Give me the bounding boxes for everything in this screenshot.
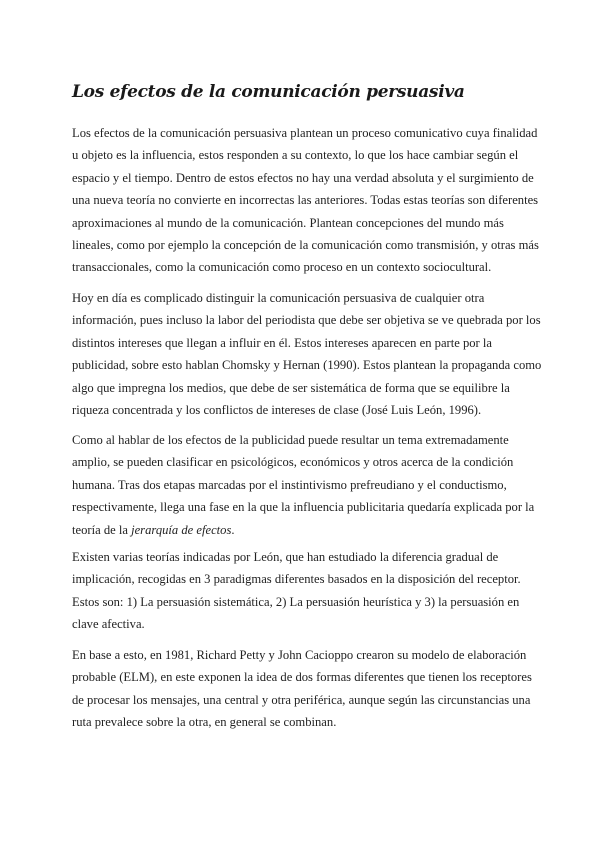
paragraph-4 <box>72 546 542 636</box>
text-line: amplio, se pueden clasificar en psicológicos, económicos y otros acerca de la condición <box>72 455 514 470</box>
text-line: ruta prevalece sobre la otra, en general se combinan. <box>72 715 337 730</box>
text-line: Hoy en día es complicado distinguir la comunicación persuasiva de cualquier otra <box>72 291 485 305</box>
text-line <box>72 519 542 541</box>
text-line: riqueza concentrada y los conflictos de intereses de clase (José Luis León, 1996). <box>72 403 482 418</box>
text-line: En base a esto, en 1981, Richard Petty y John Cacioppo crearon su modelo de elaboración <box>72 648 527 662</box>
text-line: aproximaciones al mundo de la comunicación. Plantean concepciones del mundo más <box>72 215 504 230</box>
text-line: información, pues incluso la labor del periodista que debe ser objetiva se ve quebrada por los <box>72 313 541 328</box>
text-line: Los efectos de la comunicación persuasiva plantean un proceso comunicativo cuya finalidad <box>72 126 538 140</box>
paragraph-5 <box>72 644 542 734</box>
text-line: distintos intereses que llegan a influir en él. Estos intereses aparecen en parte por la <box>72 335 492 350</box>
text-line: de procesar los mensajes, una central y otra periférica, aunque según las circunstancias una <box>72 692 531 707</box>
text-line: espacio y el tiempo. Dentro de estos efectos no hay una verdad absoluta y el surgimiento de <box>72 170 534 185</box>
text-line: humana. Tras dos etapas marcadas por el instintivismo prefreudiano y el conductismo, <box>72 477 507 492</box>
text-line: publicidad, sobre esto hablan Chomsky y Hernan (1990). Estos plantean la propaganda como <box>72 358 542 373</box>
paragraph-2 <box>72 287 542 421</box>
paragraph-3 <box>72 429 542 541</box>
text-line: lineales, como por ejemplo la concepción de la comunicación como transmisión, y otras más <box>72 238 539 253</box>
text-segment: . <box>231 522 235 537</box>
text-line: u objeto es la influencia, estos responden a su contexto, lo que los hace cambiar según el <box>72 148 519 163</box>
paragraph-1 <box>72 122 542 279</box>
document-title: Los efectos de la comunicación persuasiva <box>72 82 465 102</box>
text-line: implicación, recogidas en 3 paradigmas diferentes basados en la disposición del receptor. <box>72 572 521 587</box>
text-line: algo que impregna los medios, que debe de ser sistemática de forma que se equilibre la <box>72 380 510 395</box>
text-line: Como al hablar de los efectos de la publicidad puede resultar un tema extremadamente <box>72 433 509 447</box>
italic-term: jerarquía de efectos <box>131 522 232 537</box>
text-line: Estos son: 1) La persuasión sistemática, 2) La persuasión heurística y 3) la persuasión en <box>72 594 520 609</box>
text-line: probable (ELM), en este exponen la idea de dos formas diferentes que tienen los receptores <box>72 670 532 685</box>
text-line: Existen varias teorías indicadas por León, que han estudiado la diferencia gradual de <box>72 550 499 564</box>
text-segment: teoría de la <box>72 522 132 537</box>
text-line: clave afectiva. <box>72 617 145 632</box>
text-line: una nueva teoría no convierte en incorrectas las anteriores. Todas estas teorías son diferentes <box>72 193 539 208</box>
text-line: respectivamente, llega una fase en la que la influencia publicitaria quedaría explicada por la <box>72 500 535 515</box>
text-line: transaccionales, como la comunicación como proceso en un contexto sociocultural. <box>72 260 492 275</box>
